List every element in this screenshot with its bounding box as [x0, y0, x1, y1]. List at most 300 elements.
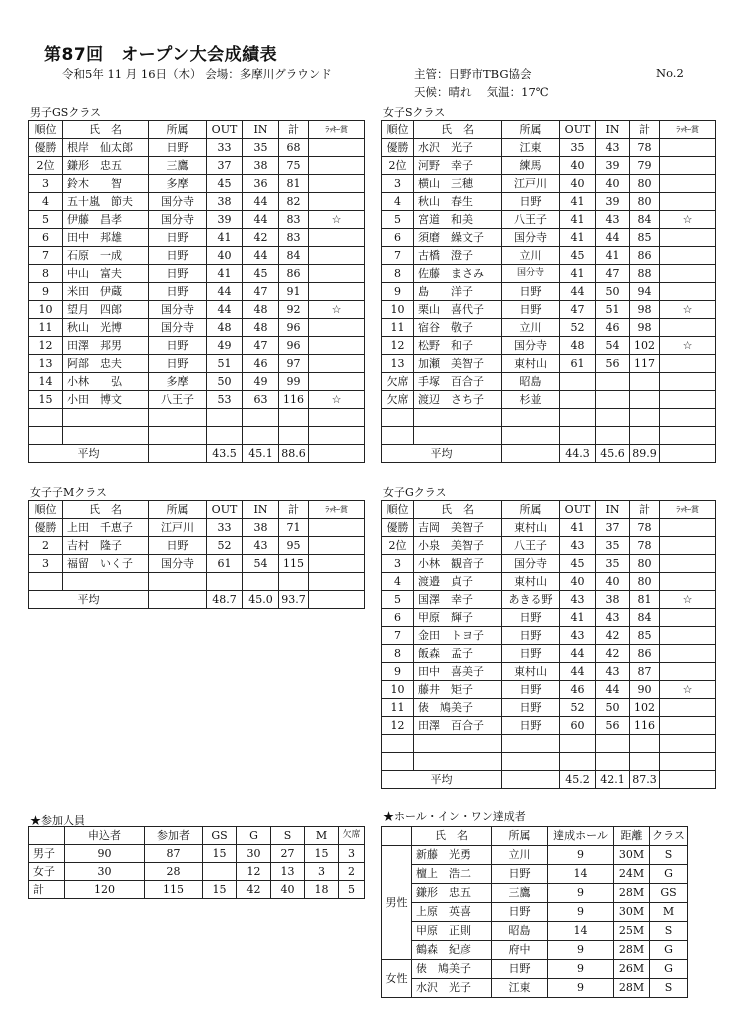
column-header: 氏 名: [414, 121, 502, 139]
name-cell: 島 洋子: [414, 283, 502, 301]
average-row: [382, 445, 716, 463]
affiliation-cell: 国分寺: [149, 555, 207, 573]
name-cell: 水沢 光子: [414, 139, 502, 157]
total-score-cell: 83: [279, 229, 309, 247]
name-cell: 甲原 正則: [412, 922, 492, 941]
total-score-cell: 84: [630, 211, 660, 229]
affiliation-cell: 八王子: [502, 537, 560, 555]
in-score-cell: 37: [596, 519, 630, 537]
sheet-number: No.2: [656, 66, 684, 80]
average-out: 44.3: [560, 445, 596, 463]
total-score-cell: 80: [630, 555, 660, 573]
affiliation-cell: 日野: [502, 193, 560, 211]
column-header: 順位: [29, 501, 63, 519]
name-cell: 古橋 澄子: [414, 247, 502, 265]
out-score-cell: 40: [560, 573, 596, 591]
blank-cell: [382, 409, 414, 427]
name-cell: 加瀬 美智子: [414, 355, 502, 373]
lucky-prize-cell: [660, 283, 716, 301]
lucky-prize-cell: [309, 247, 365, 265]
lucky-prize-cell: ☆: [309, 301, 365, 319]
lucky-prize-cell: [660, 717, 716, 735]
rank-cell: 14: [29, 373, 63, 391]
in-score-cell: 44: [596, 229, 630, 247]
total-score-cell: 91: [279, 283, 309, 301]
affiliation-cell: 国分寺: [149, 193, 207, 211]
blank-cell: [279, 573, 309, 591]
column-header: 所属: [502, 121, 560, 139]
name-cell: 金田 トヨ子: [414, 627, 502, 645]
name-cell: 手塚 百合子: [414, 373, 502, 391]
name-cell: 鶴森 紀彦: [412, 941, 492, 960]
affiliation-cell: 国分寺: [502, 337, 560, 355]
rank-cell: 優勝: [382, 519, 414, 537]
in-score-cell: 46: [596, 319, 630, 337]
rank-cell: 5: [29, 211, 63, 229]
table-row: [382, 681, 716, 699]
total-score-cell: 75: [279, 157, 309, 175]
total-score-cell: 86: [630, 247, 660, 265]
name-cell: 米田 伊蔵: [63, 283, 149, 301]
column-header: IN: [243, 121, 279, 139]
out-score-cell: 41: [560, 609, 596, 627]
table-row: [29, 537, 365, 555]
blank-cell: [630, 409, 660, 427]
rank-cell: 9: [382, 283, 414, 301]
name-cell: 河野 幸子: [414, 157, 502, 175]
affiliation-cell: 日野: [149, 355, 207, 373]
total-score-cell: 90: [630, 681, 660, 699]
count-cell: 5: [339, 881, 365, 899]
affiliation-cell: 府中: [492, 941, 548, 960]
blank-row: [382, 427, 716, 445]
blank-cell: [207, 427, 243, 445]
affiliation-cell: 昭島: [502, 373, 560, 391]
name-cell: 横山 三穂: [414, 175, 502, 193]
affiliation-cell: 日野: [149, 139, 207, 157]
class-cell: G: [650, 865, 688, 884]
name-cell: 田中 邦雄: [63, 229, 149, 247]
affiliation-cell: 日野: [502, 301, 560, 319]
name-cell: 国澤 幸子: [414, 591, 502, 609]
table-row: [382, 247, 716, 265]
count-cell: 13: [271, 863, 305, 881]
average-label: 平均: [382, 445, 502, 463]
name-cell: 檀上 浩二: [412, 865, 492, 884]
table-row: [382, 717, 716, 735]
total-score-cell: 78: [630, 139, 660, 157]
total-score-cell: 81: [630, 591, 660, 609]
column-header: [382, 827, 412, 846]
blank-cell: [560, 753, 596, 771]
blank-cell: [29, 409, 63, 427]
name-cell: 小林 観音子: [414, 555, 502, 573]
lucky-prize-cell: [309, 337, 365, 355]
affiliation-cell: 立川: [492, 846, 548, 865]
column-header: M: [305, 827, 339, 845]
in-score-cell: 46: [243, 355, 279, 373]
lucky-prize-cell: [660, 319, 716, 337]
name-cell: 鎌形 忠五: [63, 157, 149, 175]
lucky-prize-cell: ☆: [660, 681, 716, 699]
in-score-cell: 50: [596, 699, 630, 717]
name-cell: 阿部 忠夫: [63, 355, 149, 373]
in-score-cell: 56: [596, 717, 630, 735]
header-row: [382, 827, 688, 846]
blank-cell: [63, 409, 149, 427]
rank-cell: 13: [382, 355, 414, 373]
hole-in-one-table: [381, 826, 688, 998]
average-total: 87.3: [630, 771, 660, 789]
affiliation-cell: 江東: [502, 139, 560, 157]
rank-cell: 2位: [29, 157, 63, 175]
rank-cell: 2位: [382, 157, 414, 175]
name-cell: 栗山 喜代子: [414, 301, 502, 319]
total-score-cell: 68: [279, 139, 309, 157]
in-score-cell: 39: [596, 157, 630, 175]
table-row: [382, 193, 716, 211]
blank-cell: [560, 409, 596, 427]
affiliation-cell: 日野: [502, 717, 560, 735]
rank-cell: 10: [29, 301, 63, 319]
rank-cell: 8: [29, 265, 63, 283]
total-score-cell: 92: [279, 301, 309, 319]
table-row: [382, 591, 716, 609]
table-row: [382, 373, 716, 391]
column-header: クラス: [650, 827, 688, 846]
table-row: [29, 157, 365, 175]
column-header: 申込者: [65, 827, 145, 845]
in-score-cell: 40: [596, 175, 630, 193]
out-score-cell: 43: [560, 537, 596, 555]
in-score-cell: 54: [243, 555, 279, 573]
sex-label: 男性: [382, 846, 412, 960]
table-row: [29, 373, 365, 391]
header-row: [382, 121, 716, 139]
blank-cell: [660, 409, 716, 427]
distance-cell: 28M: [614, 884, 650, 903]
lucky-prize-cell: [660, 537, 716, 555]
lucky-prize-cell: [660, 555, 716, 573]
in-score-cell: 38: [243, 519, 279, 537]
rank-cell: 2: [29, 537, 63, 555]
class-cell: S: [650, 846, 688, 865]
rank-cell: 3: [29, 555, 63, 573]
table-row: [382, 265, 716, 283]
average-in: 45.6: [596, 445, 630, 463]
total-score-cell: 84: [279, 247, 309, 265]
affiliation-cell: 日野: [492, 960, 548, 979]
affiliation-cell: 日野: [492, 865, 548, 884]
rank-cell: 5: [382, 211, 414, 229]
table-row: [382, 555, 716, 573]
average-row: [29, 445, 365, 463]
total-score-cell: 71: [279, 519, 309, 537]
rank-cell: 9: [382, 663, 414, 681]
in-score-cell: 43: [596, 663, 630, 681]
out-score-cell: 52: [207, 537, 243, 555]
average-in: 42.1: [596, 771, 630, 789]
lucky-prize-cell: ☆: [309, 211, 365, 229]
total-score-cell: 80: [630, 175, 660, 193]
average-in: 45.1: [243, 445, 279, 463]
table-row: [382, 139, 716, 157]
table-row: [29, 881, 365, 899]
column-header: 所属: [502, 501, 560, 519]
table-row: [29, 211, 365, 229]
out-score-cell: 45: [560, 555, 596, 573]
header-row: [29, 121, 365, 139]
blank-cell: [630, 735, 660, 753]
blank-cell: [630, 753, 660, 771]
rank-cell: 10: [382, 681, 414, 699]
column-header: IN: [243, 501, 279, 519]
table-row: [29, 301, 365, 319]
hole-cell: 9: [548, 903, 614, 922]
rank-cell: 11: [382, 319, 414, 337]
table-row: [382, 699, 716, 717]
rank-cell: 12: [382, 337, 414, 355]
out-score-cell: 41: [560, 211, 596, 229]
womens-g-label: 女子Gクラス: [383, 486, 447, 499]
in-score-cell: 40: [596, 573, 630, 591]
lucky-prize-cell: [660, 627, 716, 645]
out-score-cell: 45: [560, 247, 596, 265]
lucky-prize-cell: ☆: [660, 337, 716, 355]
out-score-cell: 40: [560, 175, 596, 193]
rank-cell: 8: [382, 645, 414, 663]
out-score-cell: 50: [207, 373, 243, 391]
affiliation-cell: 日野: [502, 681, 560, 699]
blank-cell: [243, 409, 279, 427]
table-row: [29, 391, 365, 409]
blank-cell: [502, 445, 560, 463]
lucky-prize-cell: [660, 373, 716, 391]
affiliation-cell: 江戸川: [149, 519, 207, 537]
header-row: [382, 501, 716, 519]
blank-cell: [596, 427, 630, 445]
name-cell: 五十嵐 節夫: [63, 193, 149, 211]
affiliation-cell: 三鷹: [492, 884, 548, 903]
table-row: [29, 229, 365, 247]
blank-cell: [502, 427, 560, 445]
name-cell: 田澤 邦男: [63, 337, 149, 355]
average-label: 平均: [382, 771, 502, 789]
blank-cell: [414, 735, 502, 753]
hole-cell: 9: [548, 884, 614, 903]
total-score-cell: 96: [279, 337, 309, 355]
table-row: [382, 157, 716, 175]
name-cell: 小泉 美智子: [414, 537, 502, 555]
out-score-cell: 43: [560, 591, 596, 609]
total-score-cell: 78: [630, 519, 660, 537]
in-score-cell: 49: [243, 373, 279, 391]
column-header: 欠席: [339, 827, 365, 845]
name-cell: 俵 鳩美子: [414, 699, 502, 717]
count-cell: 18: [305, 881, 339, 899]
name-cell: 水沢 光子: [412, 979, 492, 998]
column-header: OUT: [207, 121, 243, 139]
rank-cell: 9: [29, 283, 63, 301]
affiliation-cell: 日野: [502, 627, 560, 645]
out-score-cell: 44: [207, 283, 243, 301]
rank-cell: 優勝: [382, 139, 414, 157]
in-score-cell: 36: [243, 175, 279, 193]
rank-cell: 4: [382, 573, 414, 591]
table-row: [29, 283, 365, 301]
lucky-prize-cell: [309, 229, 365, 247]
total-score-cell: [630, 391, 660, 409]
table-row: [382, 355, 716, 373]
lucky-prize-cell: [309, 537, 365, 555]
lucky-prize-cell: [660, 699, 716, 717]
total-score-cell: 82: [279, 193, 309, 211]
womens-s-table: [381, 120, 716, 463]
rank-cell: 11: [382, 699, 414, 717]
rank-cell: 7: [382, 627, 414, 645]
in-score-cell: 44: [243, 211, 279, 229]
column-header: 順位: [29, 121, 63, 139]
name-cell: 石原 一成: [63, 247, 149, 265]
hole-cell: 9: [548, 960, 614, 979]
affiliation-cell: 日野: [502, 283, 560, 301]
womens-s-label: 女子Sクラス: [383, 106, 446, 119]
blank-cell: [660, 445, 716, 463]
out-score-cell: 46: [560, 681, 596, 699]
lucky-prize-cell: [660, 139, 716, 157]
column-header: ﾗｯｷｰ賞: [309, 501, 365, 519]
total-score-cell: 84: [630, 609, 660, 627]
count-cell: 3: [339, 845, 365, 863]
column-header: G: [237, 827, 271, 845]
table-row: [382, 846, 688, 865]
name-cell: 宿谷 敬子: [414, 319, 502, 337]
rank-cell: 7: [29, 247, 63, 265]
name-cell: 宮道 和美: [414, 211, 502, 229]
lucky-prize-cell: [309, 175, 365, 193]
name-cell: 甲原 輝子: [414, 609, 502, 627]
average-out: 45.2: [560, 771, 596, 789]
rank-cell: 5: [382, 591, 414, 609]
class-cell: S: [650, 922, 688, 941]
affiliation-cell: 東村山: [502, 573, 560, 591]
blank-cell: [560, 427, 596, 445]
rank-cell: 15: [29, 391, 63, 409]
out-score-cell: 44: [560, 645, 596, 663]
blank-cell: [149, 591, 207, 609]
blank-row: [382, 409, 716, 427]
out-score-cell: 44: [560, 663, 596, 681]
total-score-cell: 79: [630, 157, 660, 175]
in-score-cell: [596, 373, 630, 391]
affiliation-cell: 国分寺: [149, 301, 207, 319]
blank-cell: [596, 753, 630, 771]
total-score-cell: 83: [279, 211, 309, 229]
lucky-prize-cell: [309, 193, 365, 211]
blank-cell: [207, 409, 243, 427]
table-row: [29, 863, 365, 881]
lucky-prize-cell: [660, 157, 716, 175]
blank-row: [382, 735, 716, 753]
total-score-cell: 96: [279, 319, 309, 337]
rank-cell: 3: [382, 555, 414, 573]
name-cell: 鈴木 智: [63, 175, 149, 193]
blank-cell: [279, 427, 309, 445]
name-cell: 渡辺 さち子: [414, 391, 502, 409]
blank-cell: [309, 591, 365, 609]
column-header: ﾗｯｷｰ賞: [660, 121, 716, 139]
blank-cell: [382, 735, 414, 753]
affiliation-cell: 日野: [502, 609, 560, 627]
name-cell: 佐藤 まさみ: [414, 265, 502, 283]
column-header: 氏 名: [414, 501, 502, 519]
lucky-prize-cell: ☆: [660, 591, 716, 609]
affiliation-cell: 日野: [149, 229, 207, 247]
lucky-prize-cell: [309, 265, 365, 283]
out-score-cell: 53: [207, 391, 243, 409]
total-score-cell: 116: [279, 391, 309, 409]
table-row: [382, 609, 716, 627]
out-score-cell: 41: [560, 265, 596, 283]
column-header: S: [271, 827, 305, 845]
blank-cell: [630, 427, 660, 445]
out-score-cell: 41: [207, 265, 243, 283]
table-row: [29, 355, 365, 373]
column-header: 氏 名: [63, 121, 149, 139]
in-score-cell: 44: [596, 681, 630, 699]
womens-g-table: [381, 500, 716, 789]
name-cell: 須磨 繰文子: [414, 229, 502, 247]
affiliation-cell: 国分寺: [502, 555, 560, 573]
column-header: [29, 827, 65, 845]
out-score-cell: 39: [207, 211, 243, 229]
column-header: 順位: [382, 501, 414, 519]
table-row: [29, 555, 365, 573]
affiliation-cell: 日野: [492, 903, 548, 922]
total-score-cell: 85: [630, 627, 660, 645]
affiliation-cell: 三鷹: [149, 157, 207, 175]
blank-row: [29, 573, 365, 591]
average-total: 89.9: [630, 445, 660, 463]
blank-cell: [309, 573, 365, 591]
name-cell: 望月 四郎: [63, 301, 149, 319]
blank-cell: [29, 573, 63, 591]
affiliation-cell: 日野: [502, 645, 560, 663]
total-score-cell: 102: [630, 699, 660, 717]
name-cell: 吉岡 美智子: [414, 519, 502, 537]
in-score-cell: 42: [596, 627, 630, 645]
affiliation-cell: 多摩: [149, 373, 207, 391]
distance-cell: 24M: [614, 865, 650, 884]
affiliation-cell: 八王子: [149, 391, 207, 409]
total-score-cell: 85: [630, 229, 660, 247]
average-row: [382, 771, 716, 789]
row-label: 男子: [29, 845, 65, 863]
blank-cell: [660, 771, 716, 789]
class-cell: G: [650, 960, 688, 979]
column-header: 順位: [382, 121, 414, 139]
column-header: 計: [630, 121, 660, 139]
rank-cell: 4: [29, 193, 63, 211]
in-score-cell: 47: [243, 337, 279, 355]
distance-cell: 28M: [614, 941, 650, 960]
rank-cell: 2位: [382, 537, 414, 555]
out-score-cell: 48: [560, 337, 596, 355]
in-score-cell: 35: [596, 555, 630, 573]
sex-label: 女性: [382, 960, 412, 998]
lucky-prize-cell: [660, 265, 716, 283]
out-score-cell: 37: [207, 157, 243, 175]
